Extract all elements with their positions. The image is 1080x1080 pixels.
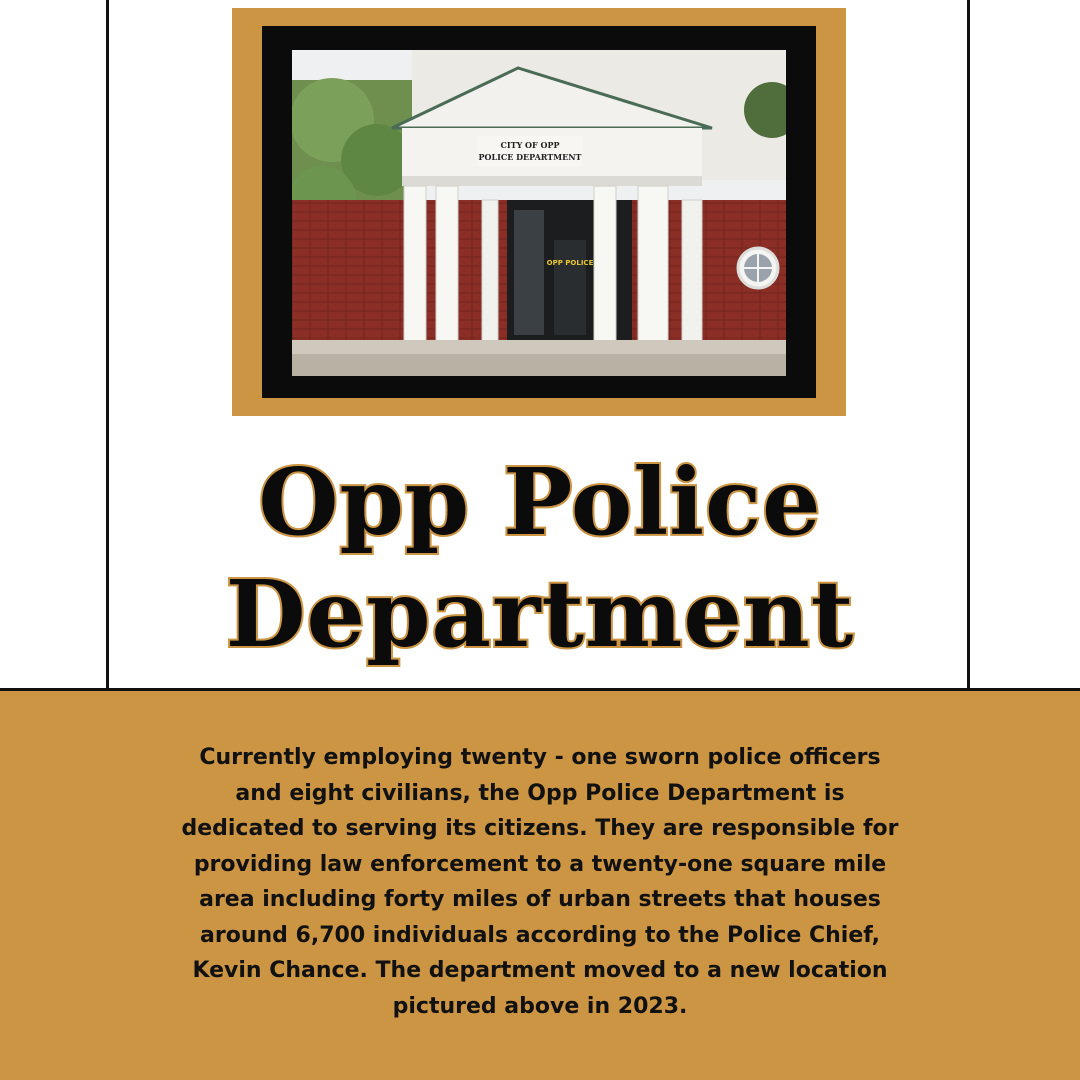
police-building-photo [292,50,786,376]
door-sign: OPP POLICE [546,259,594,267]
page-title-line1: Opp Police [258,448,822,556]
photo-frame-outer [232,8,846,416]
building-sign-line2: POLICE DEPARTMENT [478,152,582,162]
page-title-line2: Department [225,560,855,668]
photo-frame-inner [262,26,816,398]
description-text: Currently employing twenty - one sworn police officers and eight civilians, the Opp Police Department is dedicated to serving its citizens. They are responsible for providing law enforcement to a twenty-one square mile area including forty miles of urban streets that houses around 6,700 individuals according to the Police Chief, Kevin Chance. The department moved to a new location pictured above in 2023. [181,745,899,1019]
building-sign-line1: CITY OF OPP [500,140,560,150]
